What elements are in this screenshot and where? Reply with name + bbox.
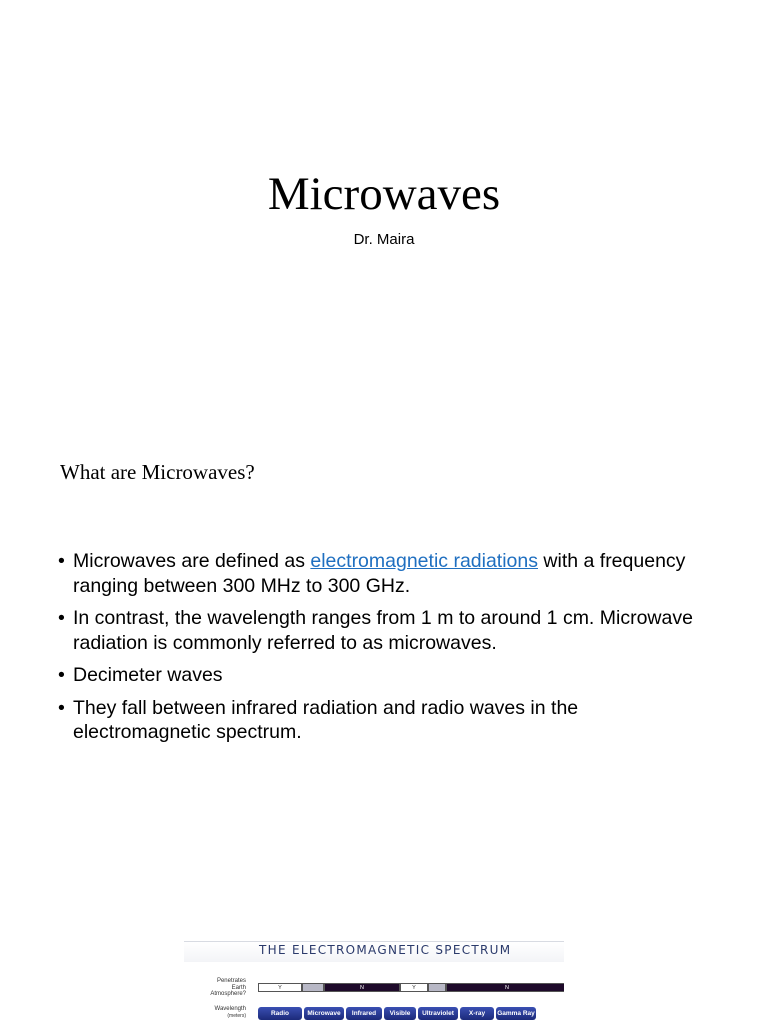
wavelength-unit: (meters) xyxy=(227,1012,246,1019)
slide-subtitle: Dr. Maira xyxy=(353,231,415,248)
bullet-list xyxy=(58,549,698,753)
bullet-text: Microwaves are defined as xyxy=(73,550,311,572)
penetrates-label-line: Penetrates xyxy=(216,978,246,984)
slide-heading: What are Microwaves? xyxy=(60,460,255,484)
penetration-cell xyxy=(302,983,324,992)
penetrates-label xyxy=(184,978,246,998)
spectrum-band-ultraviolet: Ultraviolet xyxy=(418,1007,458,1020)
spectrum-title: THE ELECTROMAGNETIC SPECTRUM xyxy=(259,943,512,957)
spectrum-band-x-ray: X-ray xyxy=(460,1007,494,1020)
bullet-item xyxy=(58,606,698,655)
wavelength-label-line: Wavelength xyxy=(214,1006,246,1012)
spectrum-band-microwave: Microwave xyxy=(304,1007,344,1020)
penetration-cell: N xyxy=(446,983,564,992)
spectrum-band-radio: Radio xyxy=(258,1007,302,1020)
electromagnetic-spectrum-figure xyxy=(184,936,564,1024)
bullet-item xyxy=(58,663,698,688)
bullet-text: They fall between infrared radiation and radio waves in the electromagnetic spectrum. xyxy=(73,696,579,743)
penetration-cell: N xyxy=(324,983,400,992)
spectrum-band-gamma-ray: Gamma Ray xyxy=(496,1007,536,1020)
title-slide xyxy=(0,0,768,384)
penetrates-label-line: Atmosphere? xyxy=(210,991,246,997)
bullet-text: In contrast, the wavelength ranges from 1 m to around 1 cm. Microwave radiation is commonly referred to as microwaves. xyxy=(73,607,693,654)
penetration-cell xyxy=(428,983,446,992)
spectrum-band-visible: Visible xyxy=(384,1007,416,1020)
bullet-text: with a frequency ranging between 300 MHz to 300 GHz. xyxy=(73,550,686,597)
spectrum-band-infrared: Infrared xyxy=(346,1007,382,1020)
electromagnetic-radiations-link[interactable]: electromagnetic radiations xyxy=(310,550,538,572)
content-slide xyxy=(0,384,768,1024)
penetration-cell: Y xyxy=(400,983,428,992)
band-row xyxy=(258,1007,536,1020)
bullet-text: Decimeter waves xyxy=(73,664,223,686)
wavelength-label xyxy=(184,1006,246,1019)
bullet-item xyxy=(58,696,698,745)
bullet-item xyxy=(58,549,698,598)
penetrates-label-line: Earth xyxy=(231,984,246,991)
penetration-cell: Y xyxy=(258,983,302,992)
slide-title: Microwaves xyxy=(267,168,501,220)
penetration-row xyxy=(258,983,564,993)
